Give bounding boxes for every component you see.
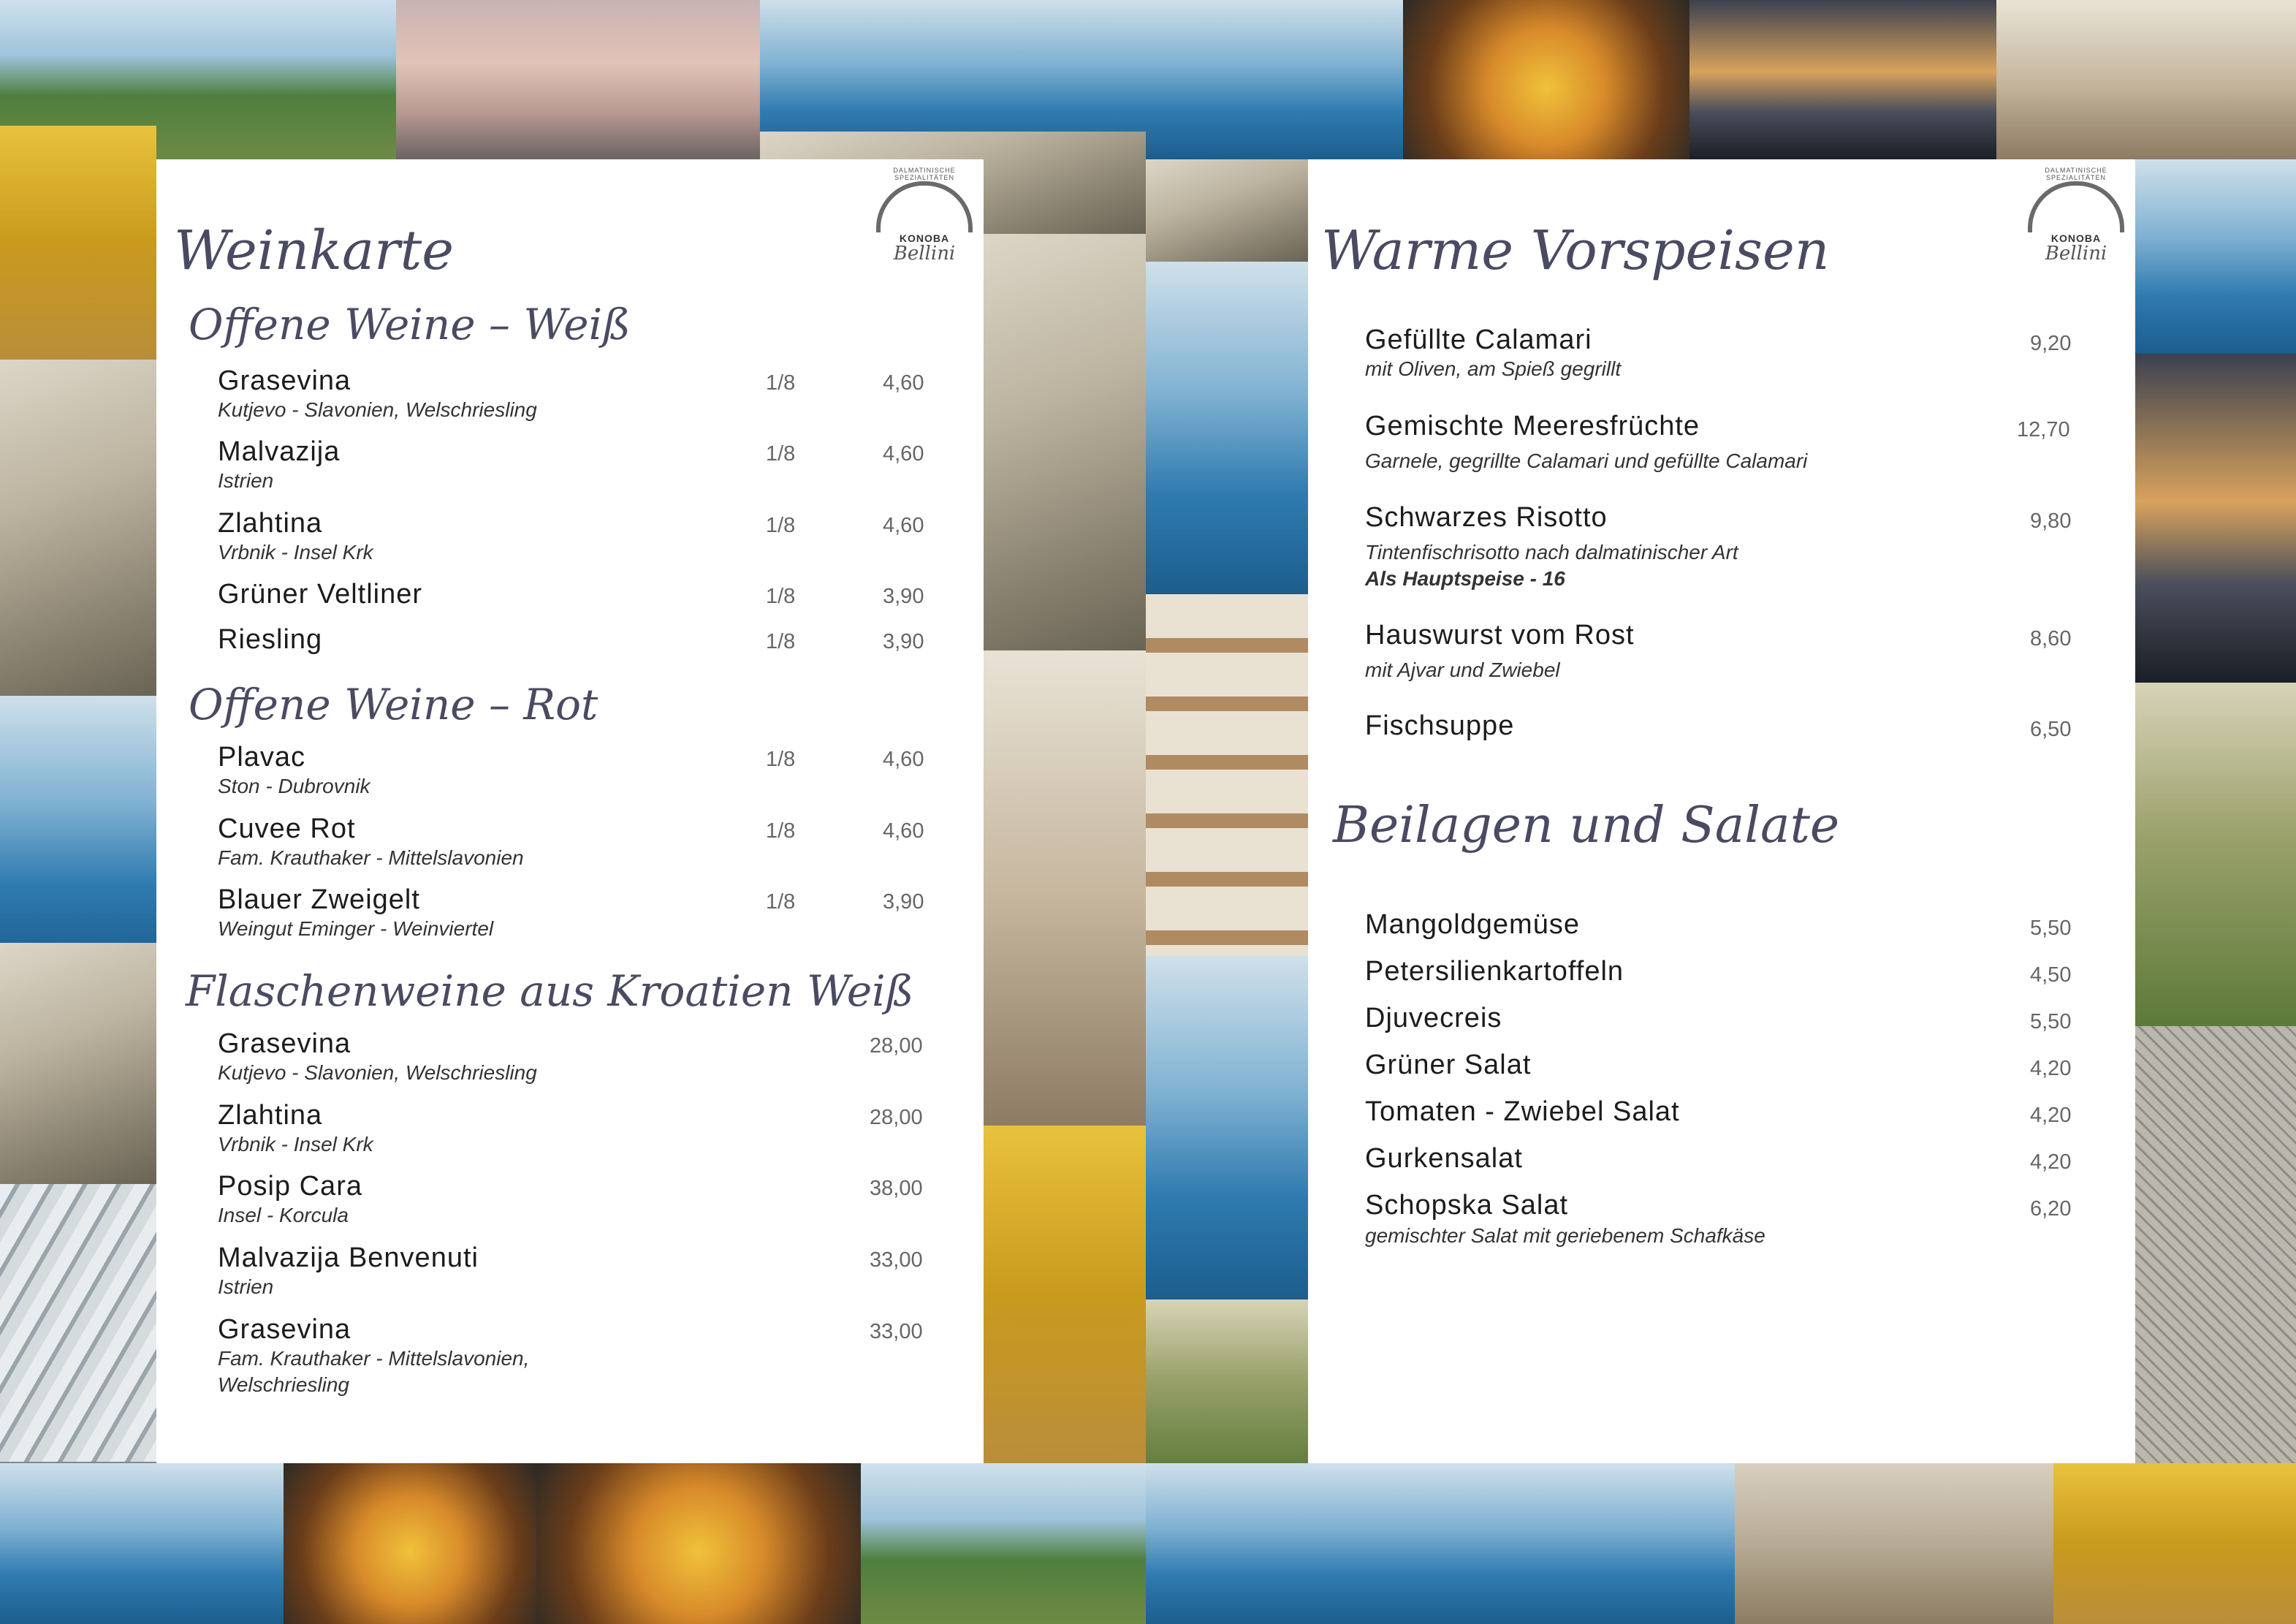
- menu-item: [218, 579, 422, 610]
- item-price: 9,20: [2030, 332, 2072, 355]
- photo-ferry: [1146, 956, 1308, 1299]
- item-price: 3,90: [883, 890, 924, 914]
- item-desc: gemischter Salat mit geriebenem Schafkäse: [1365, 1224, 1765, 1247]
- logo-arc-text: DALMATINISCHE SPEZIALITÄTEN: [893, 167, 956, 181]
- photo-tower: [984, 650, 1146, 1126]
- ship-wheel-icon: [2028, 181, 2124, 232]
- item-desc: Garnele, gegrillte Calamari und gefüllte Calamari: [1365, 449, 1808, 472]
- item-price: 28,00: [870, 1034, 923, 1058]
- item-name: Hauswurst vom Rost: [1365, 620, 1635, 650]
- photo-fjord: [2135, 159, 2296, 354]
- section-heading: Beilagen und Salate: [1333, 797, 1840, 854]
- photo-sardines: [0, 1184, 156, 1462]
- photo-old-town: [1996, 0, 2296, 159]
- photo-island-sea: [0, 696, 156, 966]
- item-note: Als Hauptspeise - 16: [1365, 567, 1565, 590]
- photo-seafood-platter: [1403, 0, 1689, 159]
- item-price: 4,60: [883, 442, 924, 466]
- photo-lobster: [1735, 1463, 2053, 1624]
- item-name: Schwarzes Risotto: [1365, 502, 1608, 533]
- ship-wheel-icon: [876, 181, 973, 232]
- menu-item: [1365, 411, 1807, 474]
- item-desc: Fam. Krauthaker - Mittelslavonien,: [218, 1347, 530, 1370]
- item-name: Petersilienkartoffeln: [1365, 956, 1624, 987]
- menu-item: [218, 1100, 373, 1158]
- item-desc: Fam. Krauthaker - Mittelslavonien: [218, 846, 524, 869]
- photo-boat-sunset: [2135, 354, 2296, 683]
- item-price: 4,20: [2030, 1104, 2072, 1127]
- photo-risotto: [984, 1126, 1146, 1463]
- photo-rocky-beach: [1146, 262, 1308, 594]
- item-price: 4,60: [883, 371, 924, 395]
- item-qty: 1/8: [766, 514, 796, 537]
- item-desc: Kutjevo - Slavonien, Welschriesling: [218, 398, 537, 421]
- photo-stone-wall: [1146, 159, 1308, 262]
- item-name: Gurkensalat: [1365, 1143, 1523, 1174]
- item-price: 33,00: [870, 1248, 923, 1272]
- item-price: 4,20: [2030, 1057, 2072, 1080]
- item-price: 4,60: [883, 819, 924, 843]
- menu-item: [1365, 1003, 1502, 1034]
- item-desc: Ston - Dubrovnik: [218, 775, 370, 797]
- item-desc: Welschriesling: [218, 1373, 349, 1396]
- photo-croatian-crest: [284, 1463, 536, 1624]
- photo-marina-sunset: [1689, 0, 1996, 159]
- item-name: Djuvecreis: [1365, 1003, 1502, 1033]
- photo-fortress: [1421, 1463, 1735, 1624]
- section-heading: Offene Weine – Weiß: [189, 300, 631, 349]
- menu-item: [218, 508, 373, 566]
- item-name: Gefüllte Calamari: [1365, 325, 1592, 355]
- menu-item: [1365, 620, 1635, 683]
- menu-item: [218, 813, 524, 871]
- photo-donkey: [984, 234, 1146, 650]
- item-qty: 1/8: [766, 819, 796, 843]
- menu-item: [218, 742, 370, 800]
- konoba-bellini-logo: [2021, 167, 2131, 276]
- menu-item: [218, 624, 322, 656]
- item-desc: Istrien: [218, 469, 274, 492]
- item-qty: 1/8: [766, 585, 796, 608]
- photo-karst: [0, 943, 156, 1184]
- photo-beach-pines: [1146, 1463, 1421, 1624]
- item-price: 9,80: [2030, 509, 2072, 533]
- item-name: Riesling: [218, 624, 323, 655]
- item-price: 6,20: [2030, 1197, 2072, 1221]
- page-title: Weinkarte: [174, 219, 455, 282]
- item-name: Zlahtina: [218, 1100, 323, 1131]
- item-desc: Vrbnik - Insel Krk: [218, 541, 373, 564]
- item-name: Grasevina: [218, 365, 351, 396]
- item-price: 4,60: [883, 748, 924, 771]
- logo-brand: Bellini: [2045, 243, 2107, 265]
- menu-item: [1365, 1143, 1523, 1175]
- item-price: 3,90: [883, 630, 924, 653]
- photo-yellow-boat: [0, 126, 156, 360]
- wine-list-panel: [156, 159, 984, 1463]
- item-price: 33,00: [870, 1320, 923, 1343]
- item-qty: 1/8: [766, 371, 796, 395]
- menu-item: [218, 1242, 479, 1300]
- item-qty: 1/8: [766, 748, 796, 771]
- menu-item: [1365, 1050, 1531, 1081]
- item-name: Malvazija Benvenuti: [218, 1242, 479, 1273]
- item-desc: Kutjevo - Slavonien, Welschriesling: [218, 1061, 537, 1084]
- logo-name: KONOBA: [2050, 232, 2102, 244]
- page-title: Warme Vorspeisen: [1321, 219, 1830, 282]
- menu-item: [218, 365, 537, 423]
- item-name: Cuvee Rot: [218, 813, 356, 844]
- starters-panel: [1308, 159, 2135, 1463]
- item-desc: Vrbnik - Insel Krk: [218, 1133, 373, 1156]
- item-name: Plavac: [218, 742, 306, 773]
- item-desc: mit Ajvar und Zwiebel: [1365, 659, 1560, 681]
- item-desc: mit Oliven, am Spieß gegrillt: [1365, 357, 1622, 380]
- item-name: Schopska Salat: [1365, 1190, 1569, 1221]
- menu-item: [1365, 502, 1738, 592]
- photo-cliffs: [0, 360, 156, 696]
- menu-item: [1365, 956, 1624, 987]
- item-price: 28,00: [870, 1106, 923, 1129]
- item-name: Mangoldgemüse: [1365, 909, 1580, 940]
- item-desc: Istrien: [218, 1275, 274, 1298]
- item-name: Blauer Zweigelt: [218, 884, 420, 915]
- konoba-bellini-logo: [870, 167, 979, 276]
- logo-brand: Bellini: [893, 243, 956, 265]
- photo-garlic: [1146, 594, 1308, 956]
- menu-item: [218, 1314, 529, 1398]
- section-heading: Offene Weine – Rot: [189, 680, 598, 729]
- item-price: 5,50: [2030, 917, 2072, 940]
- item-name: Fischsuppe: [1365, 710, 1515, 741]
- item-price: 4,50: [2030, 963, 2072, 987]
- item-price: 8,60: [2030, 627, 2072, 650]
- photo-sunset-bay: [396, 0, 760, 159]
- menu-item: [218, 884, 493, 942]
- logo-arc-text: DALMATINISCHE SPEZIALITÄTEN: [2045, 167, 2107, 181]
- section-heading: Flaschenweine aus Kroatien Weiß: [186, 966, 914, 1016]
- item-desc: Weingut Eminger - Weinviertel: [218, 917, 494, 940]
- item-qty: 1/8: [766, 890, 796, 914]
- menu-item: [1365, 325, 1621, 382]
- menu-item: [218, 436, 340, 494]
- photo-island-tree: [1146, 1299, 1308, 1475]
- item-qty: 1/8: [766, 630, 796, 653]
- photo-arena: [861, 1463, 1146, 1624]
- item-name: Grüner Veltliner: [218, 579, 423, 610]
- photo-flowers: [2135, 683, 2296, 1026]
- menu-item: [1365, 710, 1514, 742]
- item-name: Gemischte Meeresfrüchte: [1365, 411, 1700, 441]
- menu-item: [218, 1028, 537, 1086]
- photo-table-setting: [0, 1463, 284, 1624]
- menu-item: [1365, 909, 1580, 941]
- item-price: 3,90: [883, 585, 924, 608]
- item-price: 38,00: [870, 1177, 923, 1200]
- item-name: Zlahtina: [218, 508, 323, 539]
- menu-item: [1365, 1096, 1680, 1128]
- menu-item: [218, 1171, 362, 1229]
- photo-fish-plate: [2053, 1463, 2296, 1624]
- item-name: Grasevina: [218, 1314, 351, 1345]
- item-name: Malvazija: [218, 436, 341, 467]
- photo-fishing-net: [2135, 1026, 2296, 1465]
- item-qty: 1/8: [766, 442, 796, 466]
- photo-island-town: [1146, 0, 1403, 159]
- item-price: 4,60: [883, 514, 924, 537]
- logo-name: KONOBA: [899, 232, 950, 244]
- item-name: Tomaten - Zwiebel Salat: [1365, 1096, 1680, 1127]
- photo-grilled-fish: [536, 1463, 861, 1624]
- item-price: 5,50: [2030, 1010, 2072, 1033]
- item-name: Grüner Salat: [1365, 1050, 1532, 1080]
- item-desc: Tintenfischrisotto nach dalmatinischer Art: [1365, 541, 1738, 564]
- item-price: 4,20: [2030, 1150, 2072, 1174]
- item-name: Grasevina: [218, 1028, 351, 1059]
- item-price: 12,70: [2017, 418, 2070, 441]
- item-price: 6,50: [2030, 718, 2072, 741]
- item-name: Posip Cara: [218, 1171, 362, 1202]
- menu-item: [1365, 1190, 1765, 1249]
- item-desc: Insel - Korcula: [218, 1204, 349, 1226]
